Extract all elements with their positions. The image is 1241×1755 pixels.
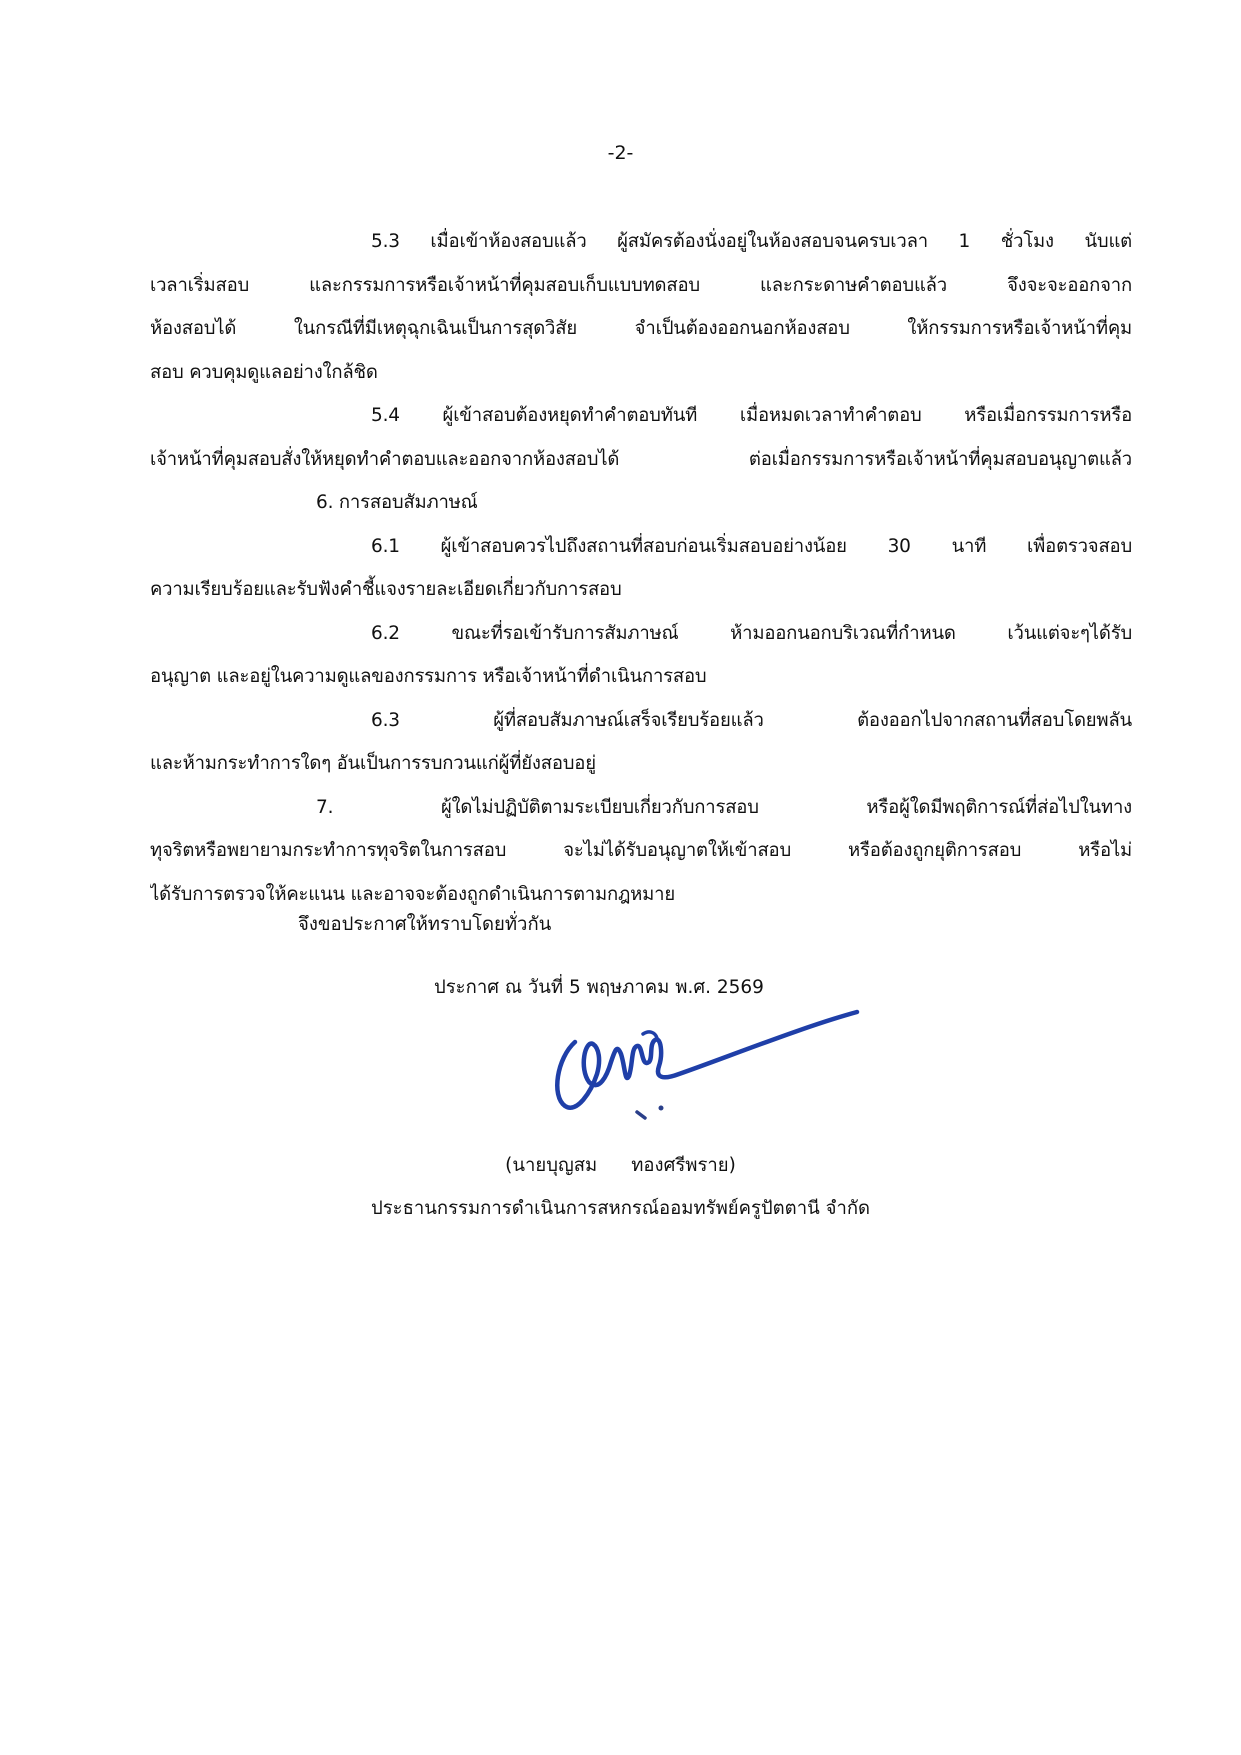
- clause-5-3-line-3: ห้องสอบได้ ในกรณีที่มีเหตุฉุกเฉินเป็นการสุดวิสัย จำเป็นต้องออกนอกห้องสอบ ให้กรรมการหรือเจ้าหน้าที่คุม: [150, 318, 1132, 339]
- regulation-body: [150, 220, 1132, 916]
- clause-5-4-line-2: เจ้าหน้าที่คุมสอบสั่งให้หยุดทำคำตอบและออกจากห้องสอบได้ ต่อเมื่อกรรมการหรือเจ้าหน้าที่คุมสอบอนุญาตแล้ว: [150, 448, 1132, 470]
- clause-6-3-line-1: 6.3 ผู้ที่สอบสัมภาษณ์เสร็จเรียบร้อยแล้ว ต้องออกไปจากสถานที่สอบโดยพลัน: [371, 709, 1132, 731]
- section-7-line-3: ได้รับการตรวจให้คะแนน และอาจจะต้องถูกดำเนินการตามกฎหมาย: [150, 883, 675, 905]
- section-7-line-2: ทุจริตหรือพยายามกระทำการทุจริตในการสอบ จะไม่ได้รับอนุญาตให้เข้าสอบ หรือต้องถูกยุติการสอบ หรือไม่: [150, 840, 1132, 861]
- clause-6-1-line-2: ความเรียบร้อยและรับฟังคำชี้แจงรายละเอียดเกี่ยวกับการสอบ: [150, 579, 622, 600]
- signer-name-last: ทองศรีพราย): [631, 1155, 736, 1176]
- handwritten-signature: [545, 996, 865, 1136]
- section-7-line-1: 7. ผู้ใดไม่ปฏิบัติตามระเบียบเกี่ยวกับการสอบ หรือผู้ใดมีพฤติการณ์ที่ส่อไปในทาง: [316, 796, 1132, 818]
- clause-5-3-line-1: 5.3 เมื่อเข้าห้องสอบแล้ว ผู้สมัครต้องนั่งอยู่ในห้องสอบจนครบเวลา 1 ชั่วโมง นับแต่: [371, 231, 1132, 252]
- clause-5-3-line-4: สอบ ควบคุมดูแลอย่างใกล้ชิด: [150, 361, 378, 383]
- clause-5-4-line-1: 5.4 ผู้เข้าสอบต้องหยุดทำคำตอบทันที เมื่อหมดเวลาทำคำตอบ หรือเมื่อกรรมการหรือ: [371, 405, 1132, 426]
- clause-6-2-line-1: 6.2 ขณะที่รอเข้ารับการสัมภาษณ์ ห้ามออกนอกบริเวณที่กำหนด เว้นแต่จะๆได้รับ: [371, 622, 1132, 644]
- clause-6-3-line-2: และห้ามกระทำการใดๆ อันเป็นการรบกวนแก่ผู้ที่ยังสอบอยู่: [150, 753, 596, 774]
- clause-6-1-line-1: 6.1 ผู้เข้าสอบควรไปถึงสถานที่สอบก่อนเริ่มสอบอย่างน้อย 30 นาที เพื่อตรวจสอบ: [371, 535, 1132, 557]
- clause-5-3-line-2: เวลาเริ่มสอบ และกรรมการหรือเจ้าหน้าที่คุมสอบเก็บแบบทดสอบ และกระดาษคำตอบแล้ว จึงจะจะออกจาก: [150, 274, 1132, 296]
- signer-name-first: (นายบุญสม: [505, 1155, 598, 1176]
- announcement-date: ประกาศ ณ วันที่ 5 พฤษภาคม พ.ศ. 2569: [434, 977, 764, 998]
- page-number: -2-: [607, 142, 634, 164]
- section-6-heading: 6. การสอบสัมภาษณ์: [316, 492, 478, 513]
- clause-6-2-line-2: อนุญาต และอยู่ในความดูแลของกรรมการ หรือเจ้าหน้าที่ดำเนินการสอบ: [150, 666, 707, 687]
- signer-title: ประธานกรรมการดำเนินการสหกรณ์ออมทรัพย์ครูปัตตานี จำกัด: [370, 1198, 871, 1219]
- closing-statement: จึงขอประกาศให้ทราบโดยทั่วกัน: [298, 914, 552, 935]
- signer-name: [0, 1144, 1241, 1187]
